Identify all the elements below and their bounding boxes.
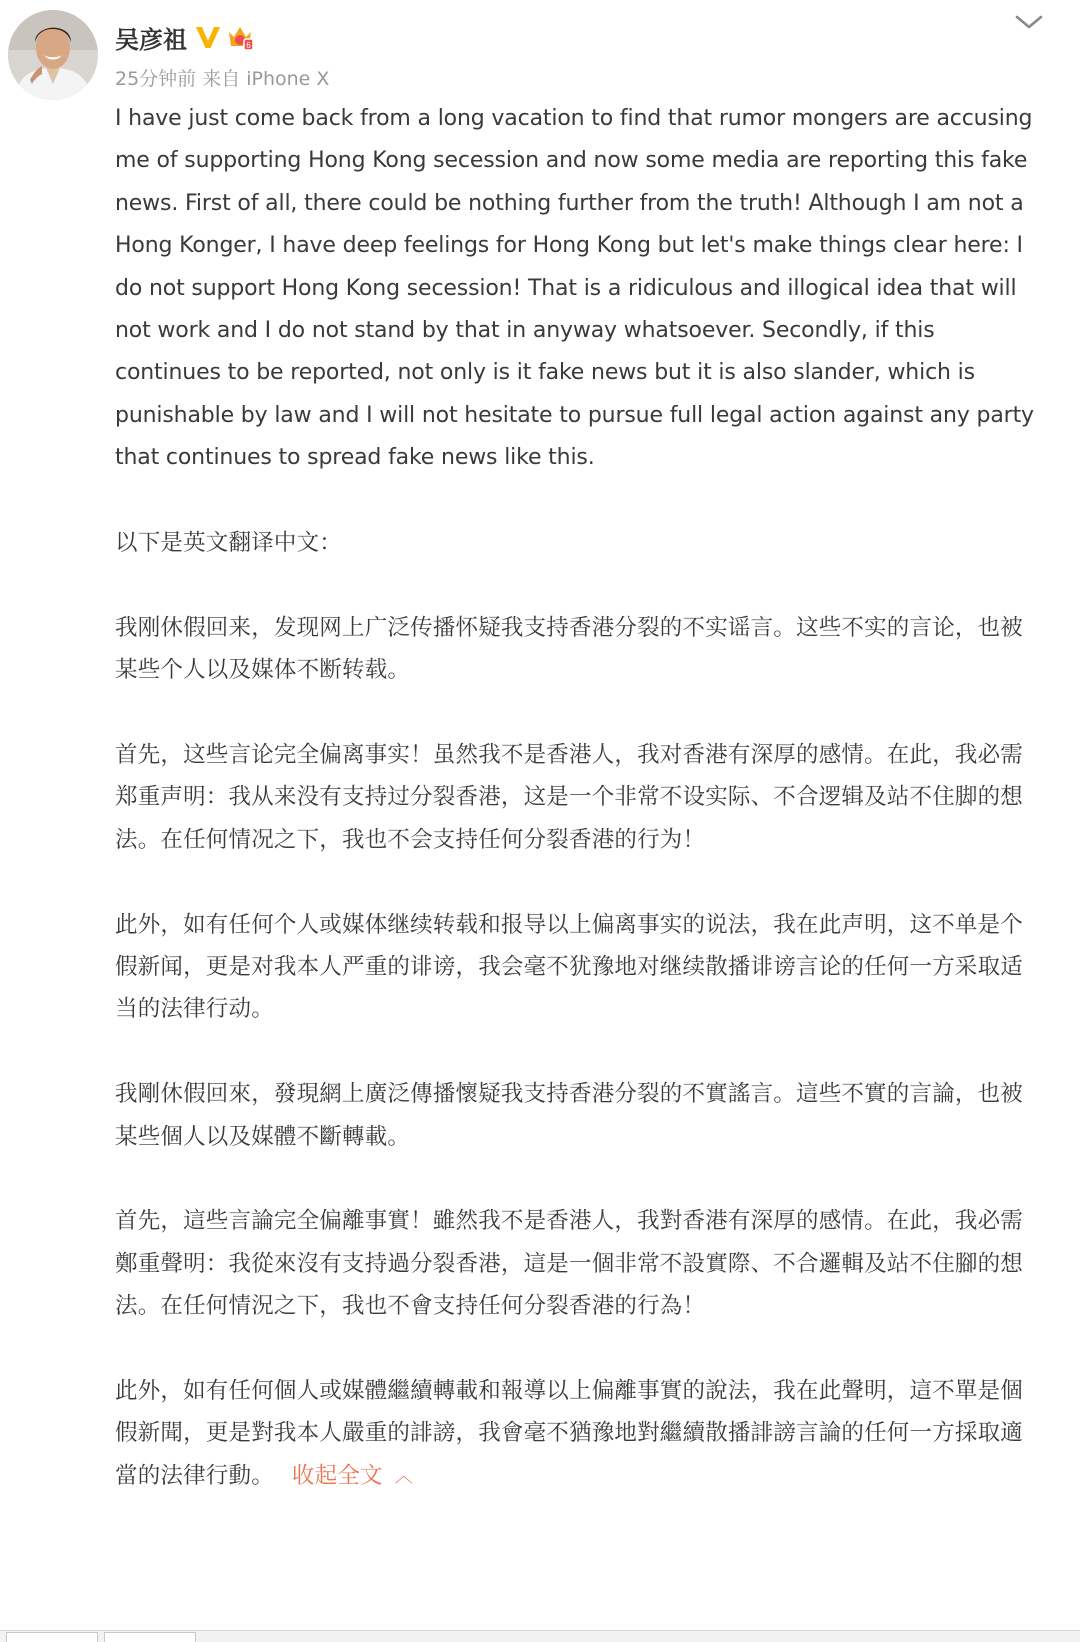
post-paragraph-traditional-last — [115, 1370, 1045, 1498]
post-text-english: I have just come back from a long vacation to find that rumor mongers are accusing me of supporting Hong Kong secession and now some media are reporting this fake news. First of all, there could be nothing further from the truth! Although I am not a Hong Konger, I have deep feelings for Hong Kong but let's make things clear here: I do not support Hong Kong secession! That is a ridiculous and illogical idea that will not work and I do not stand by that in anyway whatsoever. Secondly, if this continues to be reported, not only is it fake news but it is also slander, which is punishable by law and I will not hesitate to pursue full legal action against any party that continues to spread fake news like this. — [115, 106, 1034, 471]
user-name[interactable]: 吴彦祖 — [115, 25, 187, 54]
post-paragraph-simplified: 此外，如有任何个人或媒体继续转载和报导以上偏离事实的说法，我在此声明，这不单是个假新闻，更是对我本人严重的诽谤，我会毫不犹豫地对继续散播诽谤言论的任何一方采取适当的法律行动。 — [115, 911, 1024, 1023]
chevron-down-icon[interactable] — [1012, 8, 1046, 36]
post-paragraph-traditional: 我剛休假回來，發現網上廣泛傳播懷疑我支持香港分裂的不實謠言。這些不實的言論，也被某些個人以及媒體不斷轉載。 — [115, 1081, 1024, 1150]
bottom-tab[interactable] — [104, 1632, 196, 1642]
svg-text:6: 6 — [246, 41, 251, 50]
collapse-label[interactable]: 收起全文 — [291, 1462, 383, 1489]
post-source[interactable]: 来自 iPhone X — [202, 68, 330, 90]
collapse-button[interactable] — [292, 1463, 413, 1489]
post-meta — [115, 64, 329, 91]
post-paragraph-simplified: 我刚休假回来，发现网上广泛传播怀疑我支持香港分裂的不实谣言。这些不实的言论，也被某些个人以及媒体不断转载。 — [115, 614, 1024, 684]
translation-header: 以下是英文翻译中文： — [115, 530, 343, 557]
avatar-photo — [8, 10, 98, 100]
user-name-row — [115, 20, 255, 54]
post-time[interactable]: 25分钟前 — [115, 68, 197, 90]
post-paragraph-text: 此外，如有任何個人或媒體繼續轉載和報導以上偏離事實的說法，我在此聲明，這不單是個假新聞，更是對我本人嚴重的誹謗，我會毫不猶豫地對繼續散播誹謗言論的任何一方採取適當的法律行動。 — [115, 1378, 1024, 1489]
post-content — [115, 98, 1045, 1498]
post-paragraph-simplified: 首先，这些言论完全偏离事实！虽然我不是香港人，我对香港有深厚的感情。在此，我必需郑重声明：我从来没有支持过分裂香港，这是一个非常不设实际、不合逻辑及站不住脚的想法。在任何情况之下，我也不会支持任何分裂香港的行为！ — [115, 742, 1024, 853]
avatar[interactable] — [8, 10, 98, 100]
bottom-tab[interactable] — [6, 1632, 98, 1642]
chevron-up-icon[interactable]: ︿ — [394, 1465, 413, 1487]
member-crown-icon[interactable] — [225, 22, 255, 52]
post-paragraph-traditional: 首先，這些言論完全偏離事實！雖然我不是香港人，我對香港有深厚的感情。在此，我必需鄭重聲明：我從來沒有支持過分裂香港，這是一個非常不設實際、不合邏輯及站不住腳的想法。在任何情況之下，我也不會支持任何分裂香港的行為！ — [115, 1208, 1024, 1320]
verified-v-icon[interactable] — [195, 24, 221, 50]
